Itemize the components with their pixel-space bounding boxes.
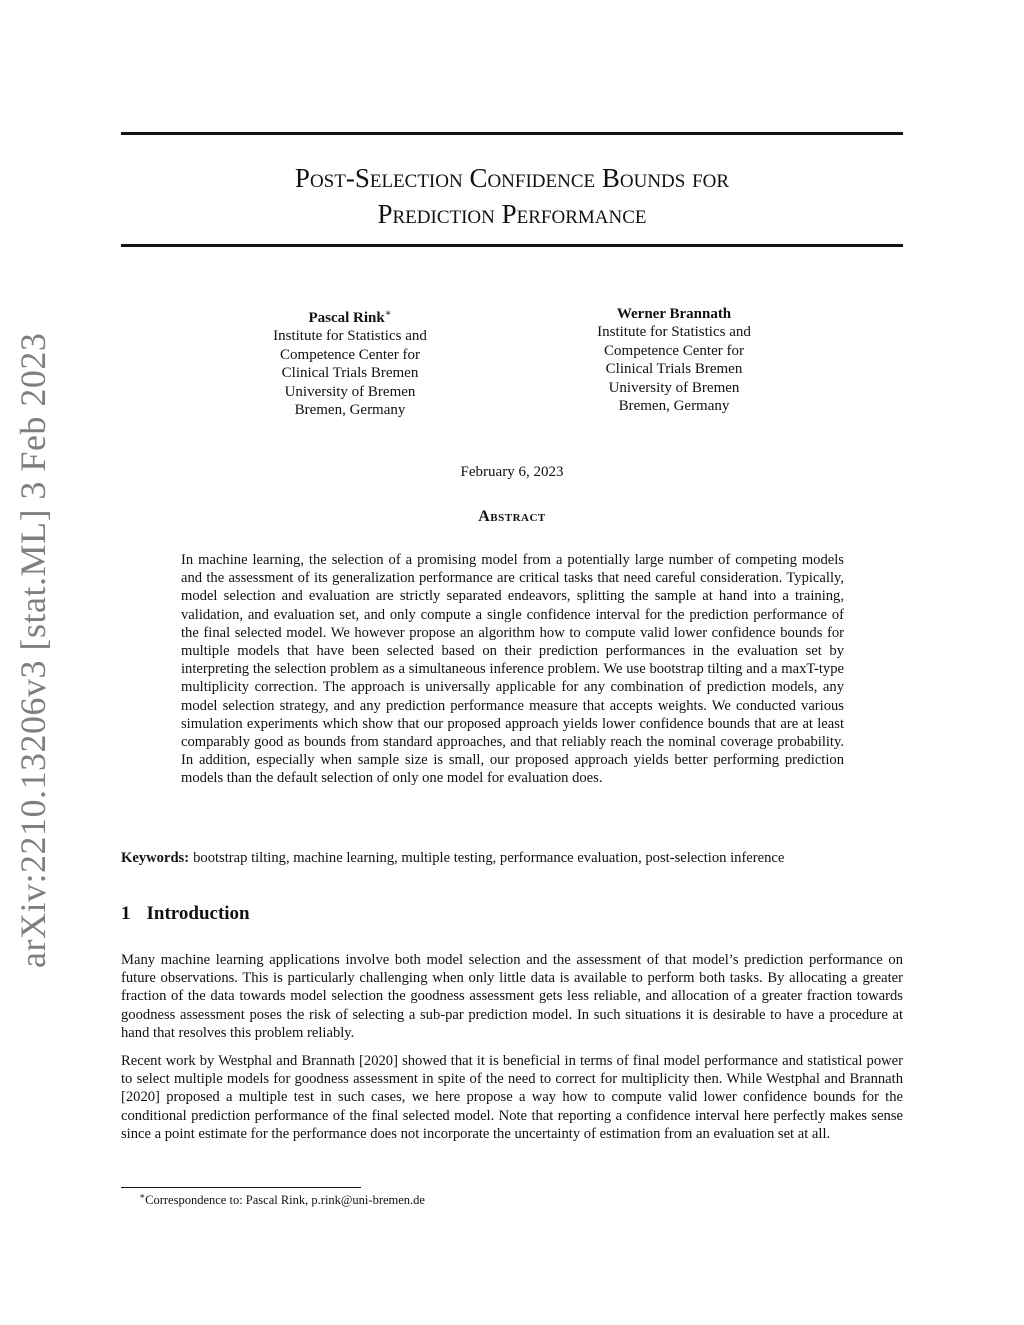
intro-paragraph-1: Many machine learning applications involve both model selection and the assessment of that model’s prediction performance on future observations. This is particularly challenging when only little data is available to perform both tasks. By allocating a greater fraction of the data towards model selection the goodness assessment gets less reliable, and allocation of a greater fraction towards goodness assessment poses the risk of selecting a sub-par prediction model. In such situations it is desirable to have a procedure at hand that resolves this problem reliably.	[121, 952, 903, 1041]
section-number: 1	[121, 903, 131, 924]
publication-date: February 6, 2023	[460, 464, 564, 480]
author-2-affiliation-line: Clinical Trials Bremen	[605, 361, 743, 378]
author-footnote-mark: ∗	[384, 308, 392, 319]
author-1-affiliation-line: University of Bremen	[284, 383, 416, 400]
author-1-affiliation-line: Institute for Statistics and	[273, 328, 427, 345]
author-2-affiliation-line: Bremen, Germany	[618, 398, 730, 415]
arxiv-identifier-stamp: arXiv:2210.13206v3 [stat.ML] 3 Feb 2023	[13, 332, 53, 968]
footnote-rule	[121, 1187, 361, 1188]
section-heading-introduction	[121, 903, 250, 925]
paper-title-line-1: Post-Selection Confidence Bounds for	[294, 163, 730, 193]
keywords-label: Keywords:	[121, 850, 190, 866]
author-1-affiliation-line: Bremen, Germany	[294, 402, 406, 419]
paper-title	[121, 160, 903, 232]
footnote	[139, 1191, 425, 1208]
author-block-2	[559, 305, 789, 415]
abstract-heading: Abstract	[478, 508, 546, 525]
title-top-rule	[121, 132, 903, 135]
author-name-1	[235, 305, 465, 327]
author-2-affiliation-line: Institute for Statistics and	[597, 324, 751, 341]
keywords-text: bootstrap tilting, machine learning, multiple testing, performance evaluation, post-selection inference	[193, 850, 785, 866]
author-block-1	[235, 305, 465, 419]
author-1-affiliation-line: Competence Center for	[280, 346, 420, 363]
keywords-line	[121, 849, 903, 867]
author-1-affiliation-line: Clinical Trials Bremen	[281, 365, 419, 382]
footnote-mark: ∗	[139, 1191, 146, 1201]
author-name-2: Werner Brannath	[616, 306, 732, 322]
title-bottom-rule	[121, 244, 903, 247]
abstract-text: In machine learning, the selection of a promising model from a potentially large number of competing models and the assessment of its generalization performance are critical tasks that need careful consideration. Typically, model selection and evaluation are strictly separated endeavors, splitting the sample at hand into a training, validation, and evaluation set, and only compute a single confidence interval for the prediction performance of the final selected model. We however propose an algorithm how to compute valid lower confidence bounds for multiple models that have been selected based on their prediction performances in the evaluation set by interpreting the selection problem as a simultaneous inference problem. We use bootstrap tilting and a maxT-type multiplicity correction. The approach is universally applicable for any combination of prediction models, any model selection strategy, and any prediction performance measure that accepts weights. We conducted various simulation experiments which show that our proposed approach yields lower confidence bounds that are at least comparably good as bounds from standard approaches, and that reliably reach the nominal coverage probability. In addition, especially when sample size is small, our proposed approach yields better performing prediction models than the default selection of only one model for evaluation does.	[181, 552, 844, 787]
author-2-affiliation-line: Competence Center for	[604, 342, 744, 359]
intro-paragraph-2: Recent work by Westphal and Brannath [2020] showed that it is beneficial in terms of final model performance and statistical power to select multiple models for goodness assessment in spite of the need to correct for multiplicity then. While Westphal and Brannath [2020] proposed a multiple test in such cases, we here propose a way how to compute valid lower confidence bounds for the conditional prediction performance of the final selected model. Note that reporting a confidence interval here perfectly makes sense since a point estimate for the performance does not incorporate the uncertainty of estimation from an evaluation set at all.	[121, 1053, 903, 1142]
author-2-affiliation-line: University of Bremen	[608, 379, 740, 396]
footnote-text: Correspondence to: Pascal Rink, p.rink@uni-bremen.de	[145, 1193, 425, 1208]
section-title: Introduction	[146, 903, 250, 924]
paper-title-line-2: Prediction Performance	[377, 199, 647, 229]
author-name-1-text: Pascal Rink	[308, 310, 385, 326]
